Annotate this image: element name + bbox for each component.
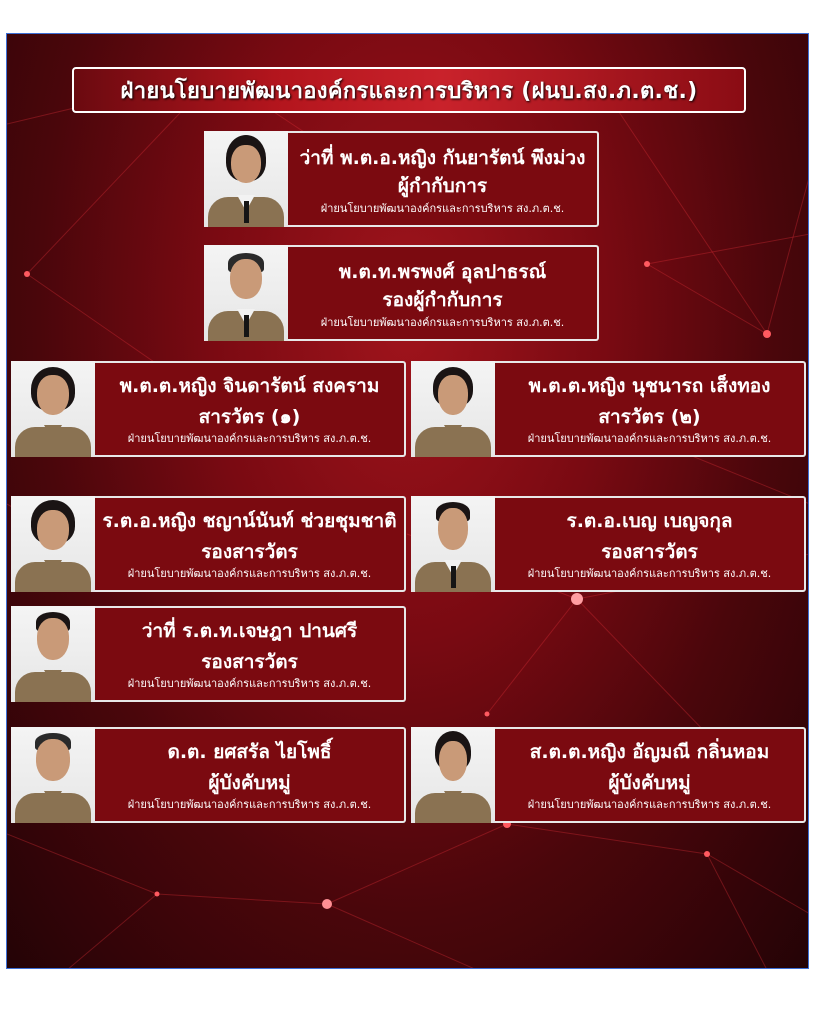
staff-unit: ฝ่ายนโยบายพัฒนาองค์กรและการบริหาร สง.ภ.ต.ช.	[127, 432, 372, 445]
staff-name: ร.ต.อ.เบญ เบญจกุล	[566, 510, 733, 532]
staff-name: ส.ต.ต.หญิง อัญมณี กลิ่นหอม	[529, 741, 770, 763]
staff-position: สารวัตร (๒)	[598, 406, 701, 428]
staff-name: พ.ต.ท.พรพงศ์ อุลปาธรณ์	[338, 261, 547, 283]
staff-unit: ฝ่ายนโยบายพัฒนาองค์กรและการบริหาร สง.ภ.ต.ช.	[527, 432, 772, 445]
portrait-photo	[411, 727, 495, 823]
staff-position: รองสารวัตร	[201, 541, 298, 563]
portrait-photo	[11, 361, 95, 457]
department-title: ฝ่ายนโยบายพัฒนาองค์กรและการบริหาร (ฝนบ.สง.ภ.ต.ช.)	[72, 67, 746, 113]
staff-unit: ฝ่ายนโยบายพัฒนาองค์กรและการบริหาร สง.ภ.ต.ช.	[320, 316, 565, 329]
staff-name: ว่าที่ พ.ต.อ.หญิง กันยารัตน์ พึงม่วง	[299, 147, 586, 169]
portrait-photo	[11, 727, 95, 823]
staff-position: สารวัตร (๑)	[198, 406, 301, 428]
staff-name: ด.ต. ยศสรัล ไยโพธิ์	[167, 741, 332, 763]
staff-unit: ฝ่ายนโยบายพัฒนาองค์กรและการบริหาร สง.ภ.ต.ช.	[127, 677, 372, 690]
staff-position: ผู้บังคับหมู่	[208, 772, 291, 794]
staff-name: ร.ต.อ.หญิง ชญาน์นันท์ ช่วยชุมชาติ	[102, 510, 397, 532]
staff-unit: ฝ่ายนโยบายพัฒนาองค์กรและการบริหาร สง.ภ.ต.ช.	[127, 798, 372, 811]
staff-unit: ฝ่ายนโยบายพัฒนาองค์กรและการบริหาร สง.ภ.ต.ช.	[527, 798, 772, 811]
staff-unit: ฝ่ายนโยบายพัฒนาองค์กรและการบริหาร สง.ภ.ต.ช.	[320, 202, 565, 215]
staff-position: ผู้บังคับหมู่	[608, 772, 691, 794]
portrait-photo	[11, 606, 95, 702]
portrait-photo	[204, 131, 288, 227]
portrait-photo	[11, 496, 95, 592]
staff-name: พ.ต.ต.หญิง นุชนารถ เส็งทอง	[528, 375, 771, 397]
staff-position: รองสารวัตร	[601, 541, 698, 563]
staff-unit: ฝ่ายนโยบายพัฒนาองค์กรและการบริหาร สง.ภ.ต.ช.	[127, 567, 372, 580]
portrait-photo	[204, 245, 288, 341]
staff-unit: ฝ่ายนโยบายพัฒนาองค์กรและการบริหาร สง.ภ.ต.ช.	[527, 567, 772, 580]
staff-position: ผู้กำกับการ	[397, 175, 488, 197]
org-chart-board	[6, 33, 809, 969]
portrait-photo	[411, 361, 495, 457]
staff-position: รองสารวัตร	[201, 651, 298, 673]
staff-name: พ.ต.ต.หญิง จินดารัตน์ สงคราม	[119, 375, 380, 397]
portrait-photo	[411, 496, 495, 592]
staff-name: ว่าที่ ร.ต.ท.เจษฎา ปานศรี	[141, 620, 358, 642]
staff-position: รองผู้กำกับการ	[382, 289, 503, 311]
